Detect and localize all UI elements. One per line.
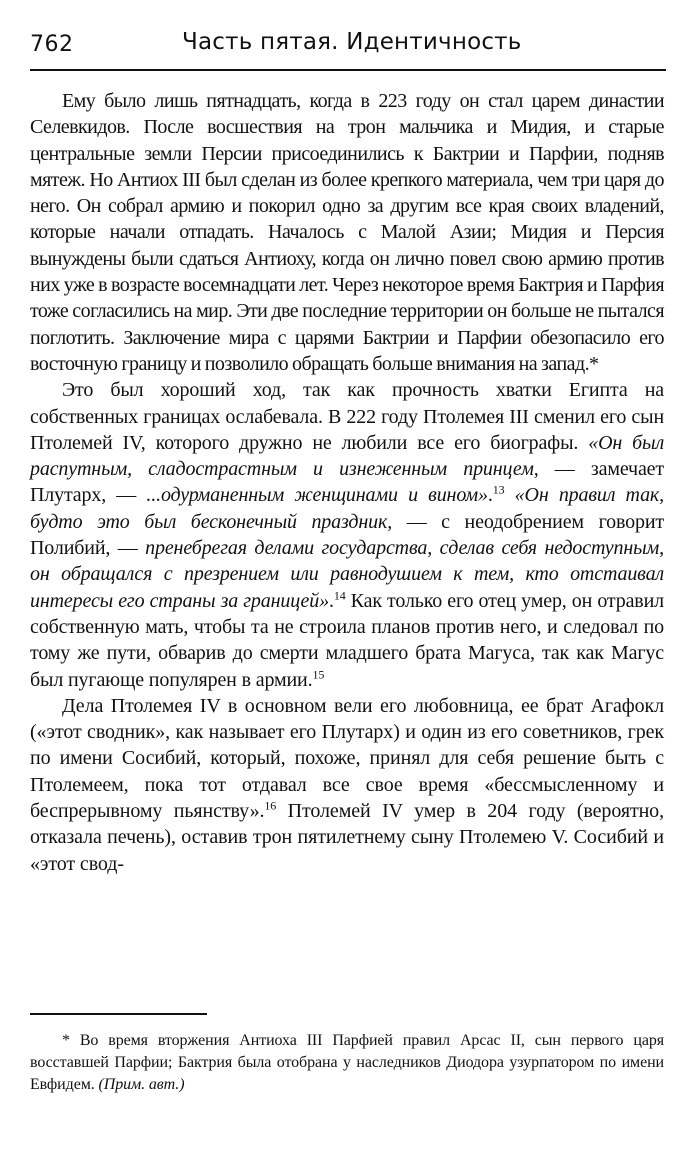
paragraph-2-text-4 [504, 484, 514, 506]
paragraph-2-text-1: Это был хороший ход, так как прочность хватки Египта на собственных границах ослабевала. В 222 году Птолемея III сменил его сын Птолемей IV, которого дружно не любили все его биографы. [30, 379, 664, 454]
footnote-ref-16: 16 [264, 798, 277, 813]
footnote-ref-14: 14 [333, 587, 346, 602]
footnote-paragraph [30, 1030, 664, 1096]
paragraph-2-text-7: Как только его отец умер, он отравил собственную мать, чтобы та не строила планов против него, и следовал по тому же пути, обварив до смерти младшего брата Магуса, так как Магус был пугающе популярен в армии. [30, 589, 664, 691]
footnote-text: * Во время вторжения Антиоха III Парфией правил Арсас II, сын первого царя восставшей Парфии; Бактрия была отобрана у наследников Диодора узурпатором по имени Евфидем. [30, 1032, 664, 1093]
plutarch-quote-2: ...одурманенным женщинами и вином» [146, 484, 488, 507]
paragraph-3-text-2: Птолемей IV умер в 204 году (вероятно, отказала печень), оставив трон пятилетнему сыну Птолемею V. Сосибий и «этот свод- [30, 800, 664, 875]
paragraph-1-text: Ему было лишь пятнадцать, когда в 223 году он стал царем династии Селевкидов. После восшествия на трон мальчика и Мидия, и старые центральные земли Персии присоединились к Бактрии и Парфии, подняв мятеж. Но Антиох III был сделан из более крепкого материала, чем три царя до него. Он собрал армию и покорил одно за другим все края своих владений, которые начали отпадать. Началось с Малой Азии; Мидия и Персия вынуждены были сдаться Антиоху, когда он лично повел свою армию против них уже в возрасте восемнадцати лет. Через некоторое время Бактрия и Парфия тоже согласились на мир. Эти две последние территории он больше не пытался поглотить. Заключение мира с царями Бактрии и Парфии обезопасило его восточную границу и позволило обращать больше внимания на запад.* [30, 90, 664, 375]
main-text [30, 88, 664, 877]
footnote-divider [30, 1013, 207, 1015]
footnote [30, 1030, 664, 1096]
footnote-ref-13: 13 [492, 482, 505, 497]
header-divider [30, 69, 666, 71]
paragraph-2-text-6: . [328, 589, 334, 612]
part-title: Часть пятая. Идентичность [182, 29, 522, 55]
paragraph-2 [30, 377, 664, 693]
author-note: (Прим. авт.) [98, 1076, 185, 1093]
polybius-quote-2: пренебрегая делами государства, сделав себя недоступным, он обращался с презрением или равнодушием к тем, кто отстаивал интересы его страны за границей» [30, 537, 664, 612]
paragraph-2-text-5: — с неодобрением говорит Полибий, — [30, 510, 664, 560]
paragraph-3 [30, 693, 664, 877]
polybius-quote-1: «Он правил так, будто это был бесконечный праздник, [30, 484, 664, 533]
plutarch-quote-1: «Он был распутным, сладострастным и изнеженным принцем, [30, 431, 665, 481]
paragraph-3-text-1: Дела Птолемея IV в основном вели его любовница, ее брат Агафокл («этот сводник», как называет его Плутарх) и один из его советников, грек по имени Сосибий, который, похоже, принял для себя решение быть с Птолемеем, пока тот отдавал все свое время «бессмысленному и беспрерывному пьянству». [30, 694, 664, 823]
footnote-ref-15: 15 [312, 666, 325, 681]
running-head [30, 24, 666, 64]
paragraph-2-text-2: — замечает Плутарх, — [30, 458, 665, 507]
page-number: 762 [30, 32, 74, 57]
paragraph-1 [30, 88, 664, 377]
paragraph-2-text-3: . [487, 484, 493, 507]
